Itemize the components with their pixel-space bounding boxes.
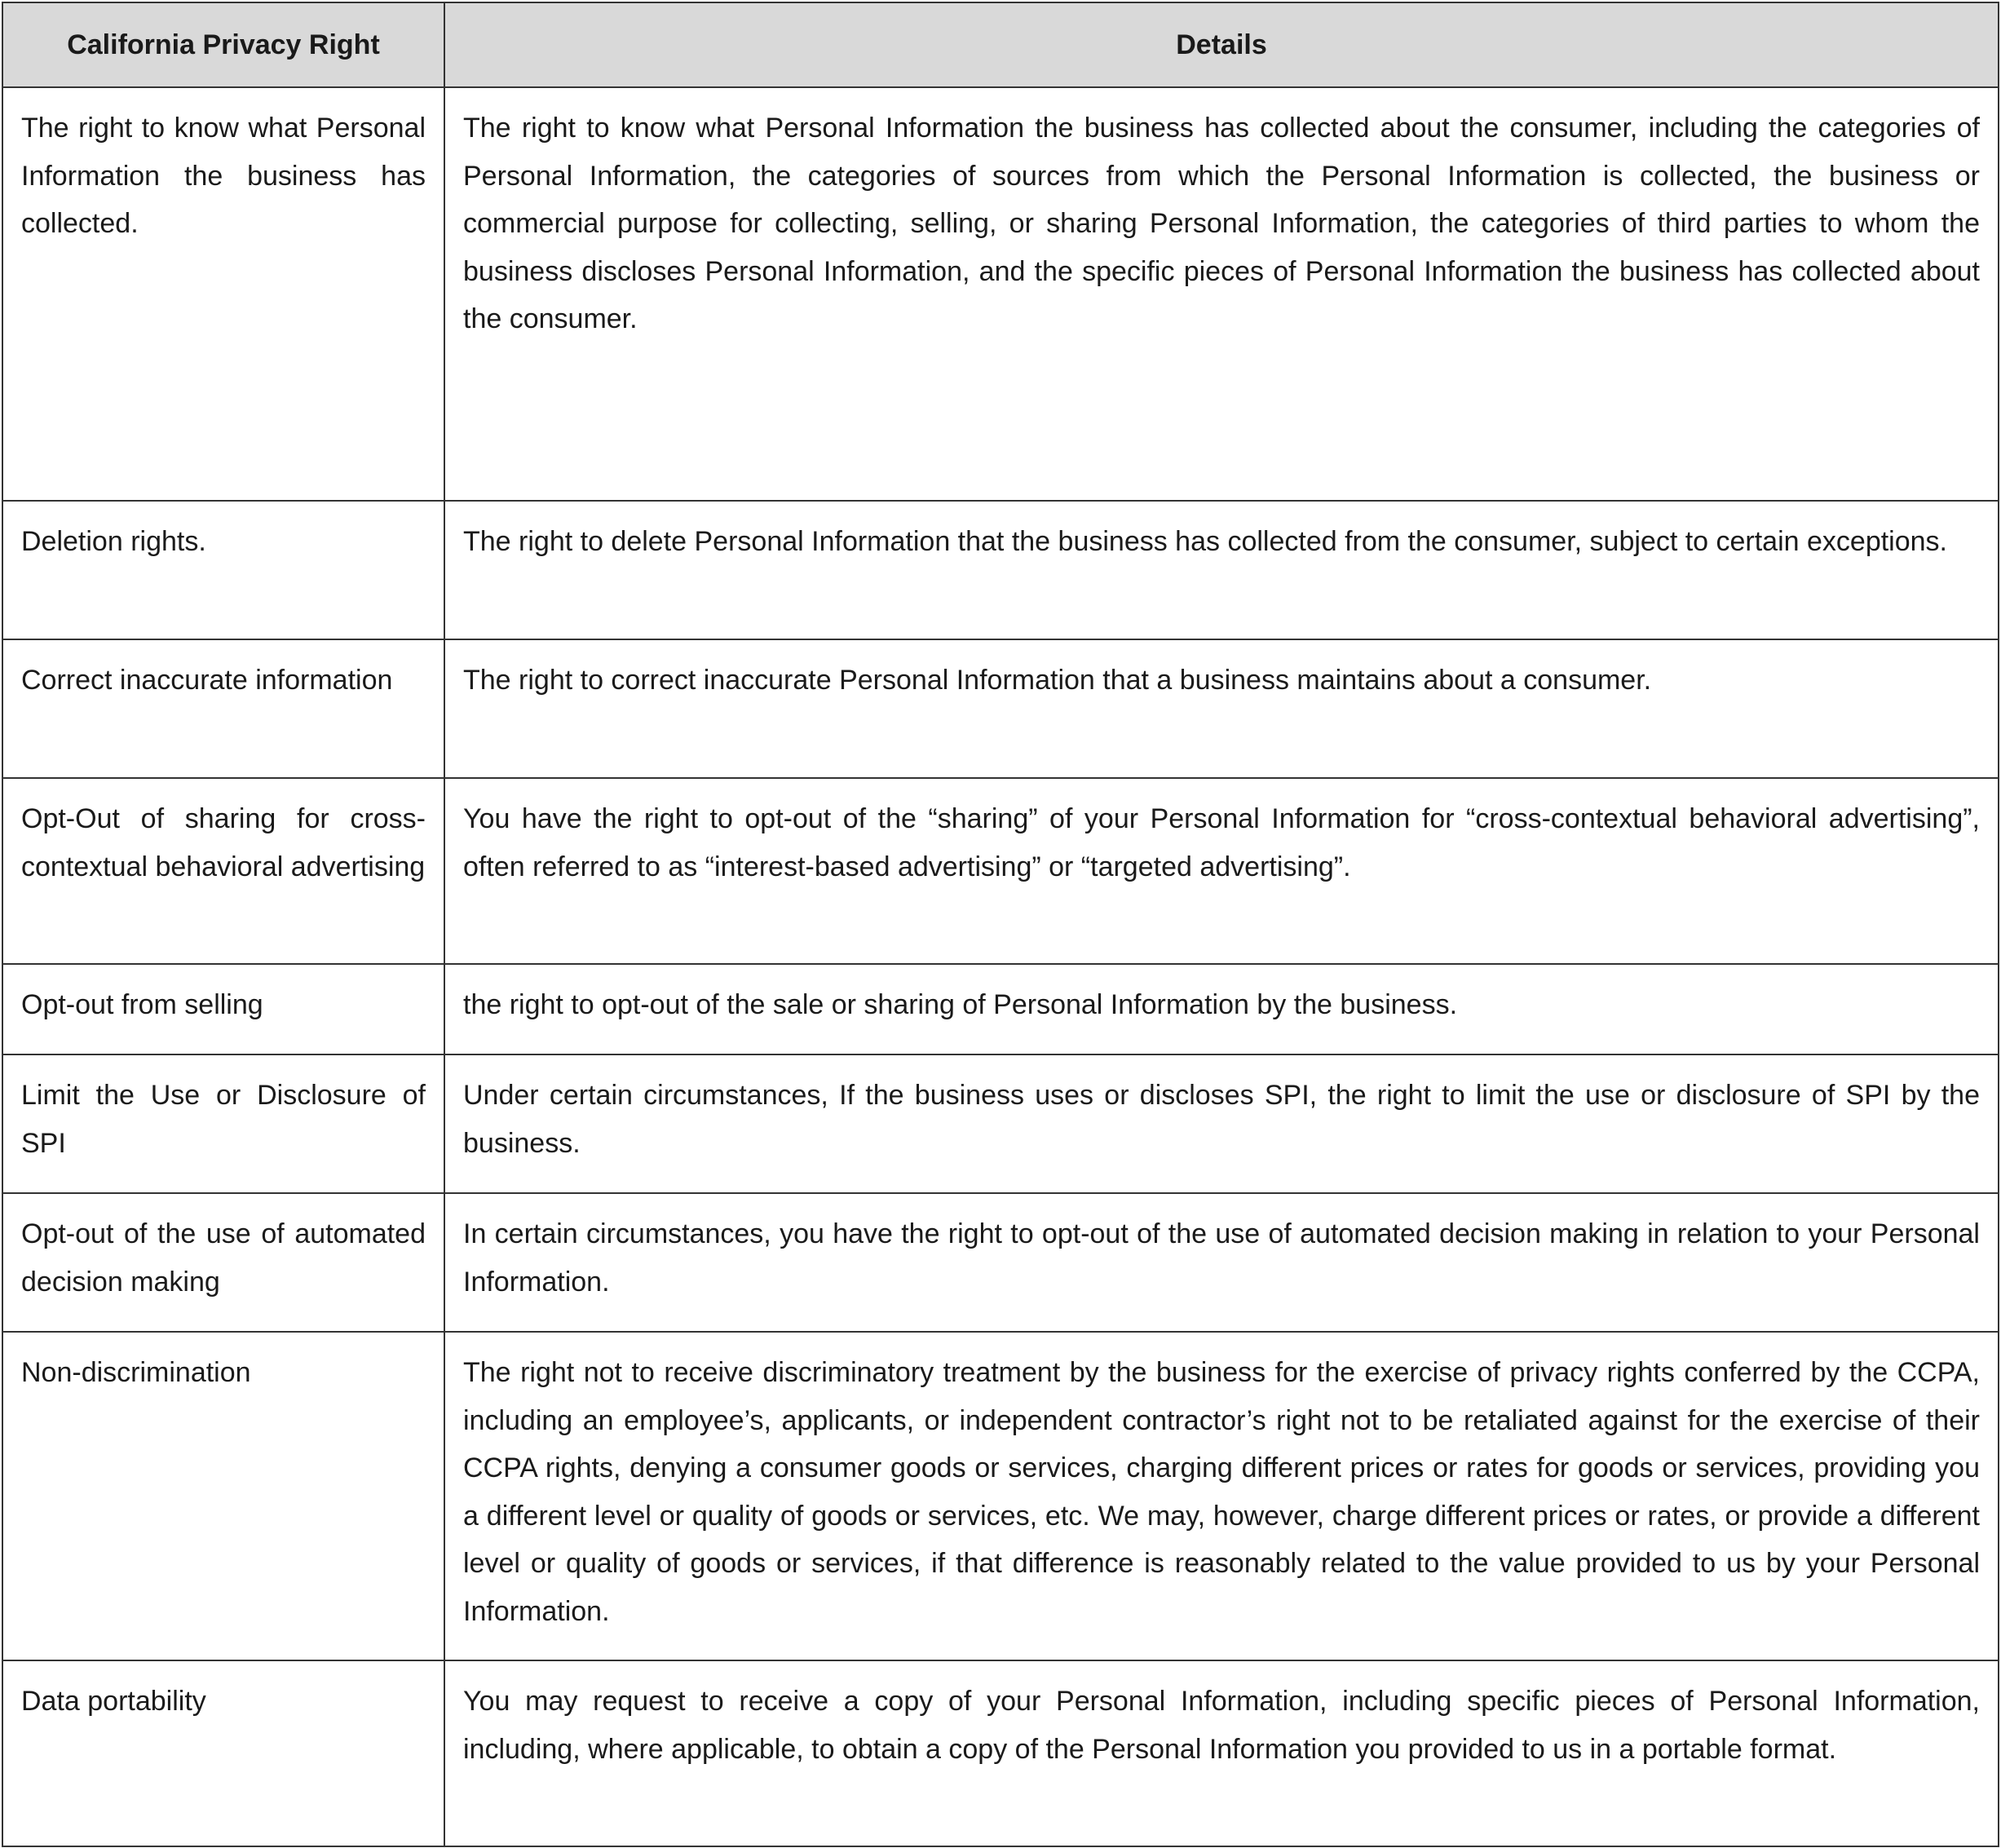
right-cell-automated-decision: Opt-out of the use of automated decision making bbox=[2, 1193, 444, 1332]
table-row bbox=[2, 87, 1999, 501]
right-cell-correct: Correct inaccurate information bbox=[2, 639, 444, 778]
table-header bbox=[2, 2, 1999, 87]
privacy-rights-table bbox=[2, 2, 1999, 1847]
right-cell-opt-out-selling: Opt-out from selling bbox=[2, 964, 444, 1054]
right-cell-limit-spi: Limit the Use or Disclosure of SPI bbox=[2, 1054, 444, 1193]
details-cell-data-portability: You may request to receive a copy of your Personal Information, including specific pieces of Personal Information, including, where applicable, to obtain a copy of the Personal Information you provided to us in a portable format. bbox=[444, 1660, 1999, 1846]
table-row bbox=[2, 1054, 1999, 1193]
header-california-privacy-right: California Privacy Right bbox=[2, 2, 444, 87]
table-body bbox=[2, 87, 1999, 1846]
right-cell-right-to-know: The right to know what Personal Information the business has collected. bbox=[2, 87, 444, 501]
details-cell-non-discrimination: The right not to receive discriminatory treatment by the business for the exercise of privacy rights conferred by the CCPA, including an employee’s, applicants, or independent contractor’s right not to be retaliated against for the exercise of their CCPA rights, denying a consumer goods or services, charging different prices or rates for goods or services, providing you a different level or quality of goods or services, etc. We may, however, charge different prices or rates, or provide a different level or quality of goods or services, if that difference is reasonably related to the value provided to us by your Personal Information. bbox=[444, 1332, 1999, 1660]
details-cell-correct: The right to correct inaccurate Personal Information that a business maintains about a consumer. bbox=[444, 639, 1999, 778]
table-row bbox=[2, 501, 1999, 639]
table-row bbox=[2, 964, 1999, 1054]
table-row bbox=[2, 1332, 1999, 1660]
right-cell-opt-out-sharing: Opt-Out of sharing for cross-contextual behavioral advertising bbox=[2, 778, 444, 964]
right-cell-data-portability: Data portability bbox=[2, 1660, 444, 1846]
right-cell-deletion: Deletion rights. bbox=[2, 501, 444, 639]
table-row bbox=[2, 1193, 1999, 1332]
right-cell-non-discrimination: Non-discrimination bbox=[2, 1332, 444, 1660]
details-cell-automated-decision: In certain circumstances, you have the right to opt-out of the use of automated decision making in relation to your Personal Information. bbox=[444, 1193, 1999, 1332]
header-row bbox=[2, 2, 1999, 87]
details-cell-limit-spi: Under certain circumstances, If the business uses or discloses SPI, the right to limit the use or disclosure of SPI by the business. bbox=[444, 1054, 1999, 1193]
table-row bbox=[2, 639, 1999, 778]
header-details: Details bbox=[444, 2, 1999, 87]
details-cell-deletion: The right to delete Personal Information that the business has collected from the consumer, subject to certain exceptions. bbox=[444, 501, 1999, 639]
details-cell-right-to-know: The right to know what Personal Information the business has collected about the consumer, including the categories of Personal Information, the categories of sources from which the Personal Information is collected, the business or commercial purpose for collecting, selling, or sharing Personal Information, the categories of third parties to whom the business discloses Personal Information, and the specific pieces of Personal Information the business has collected about the consumer. bbox=[444, 87, 1999, 501]
details-cell-opt-out-selling: the right to opt-out of the sale or sharing of Personal Information by the business. bbox=[444, 964, 1999, 1054]
details-cell-opt-out-sharing: You have the right to opt-out of the “sharing” of your Personal Information for “cross-contextual behavioral advertising”, often referred to as “interest-based advertising” or “targeted advertising”. bbox=[444, 778, 1999, 964]
table-row bbox=[2, 1660, 1999, 1846]
table-row bbox=[2, 778, 1999, 964]
